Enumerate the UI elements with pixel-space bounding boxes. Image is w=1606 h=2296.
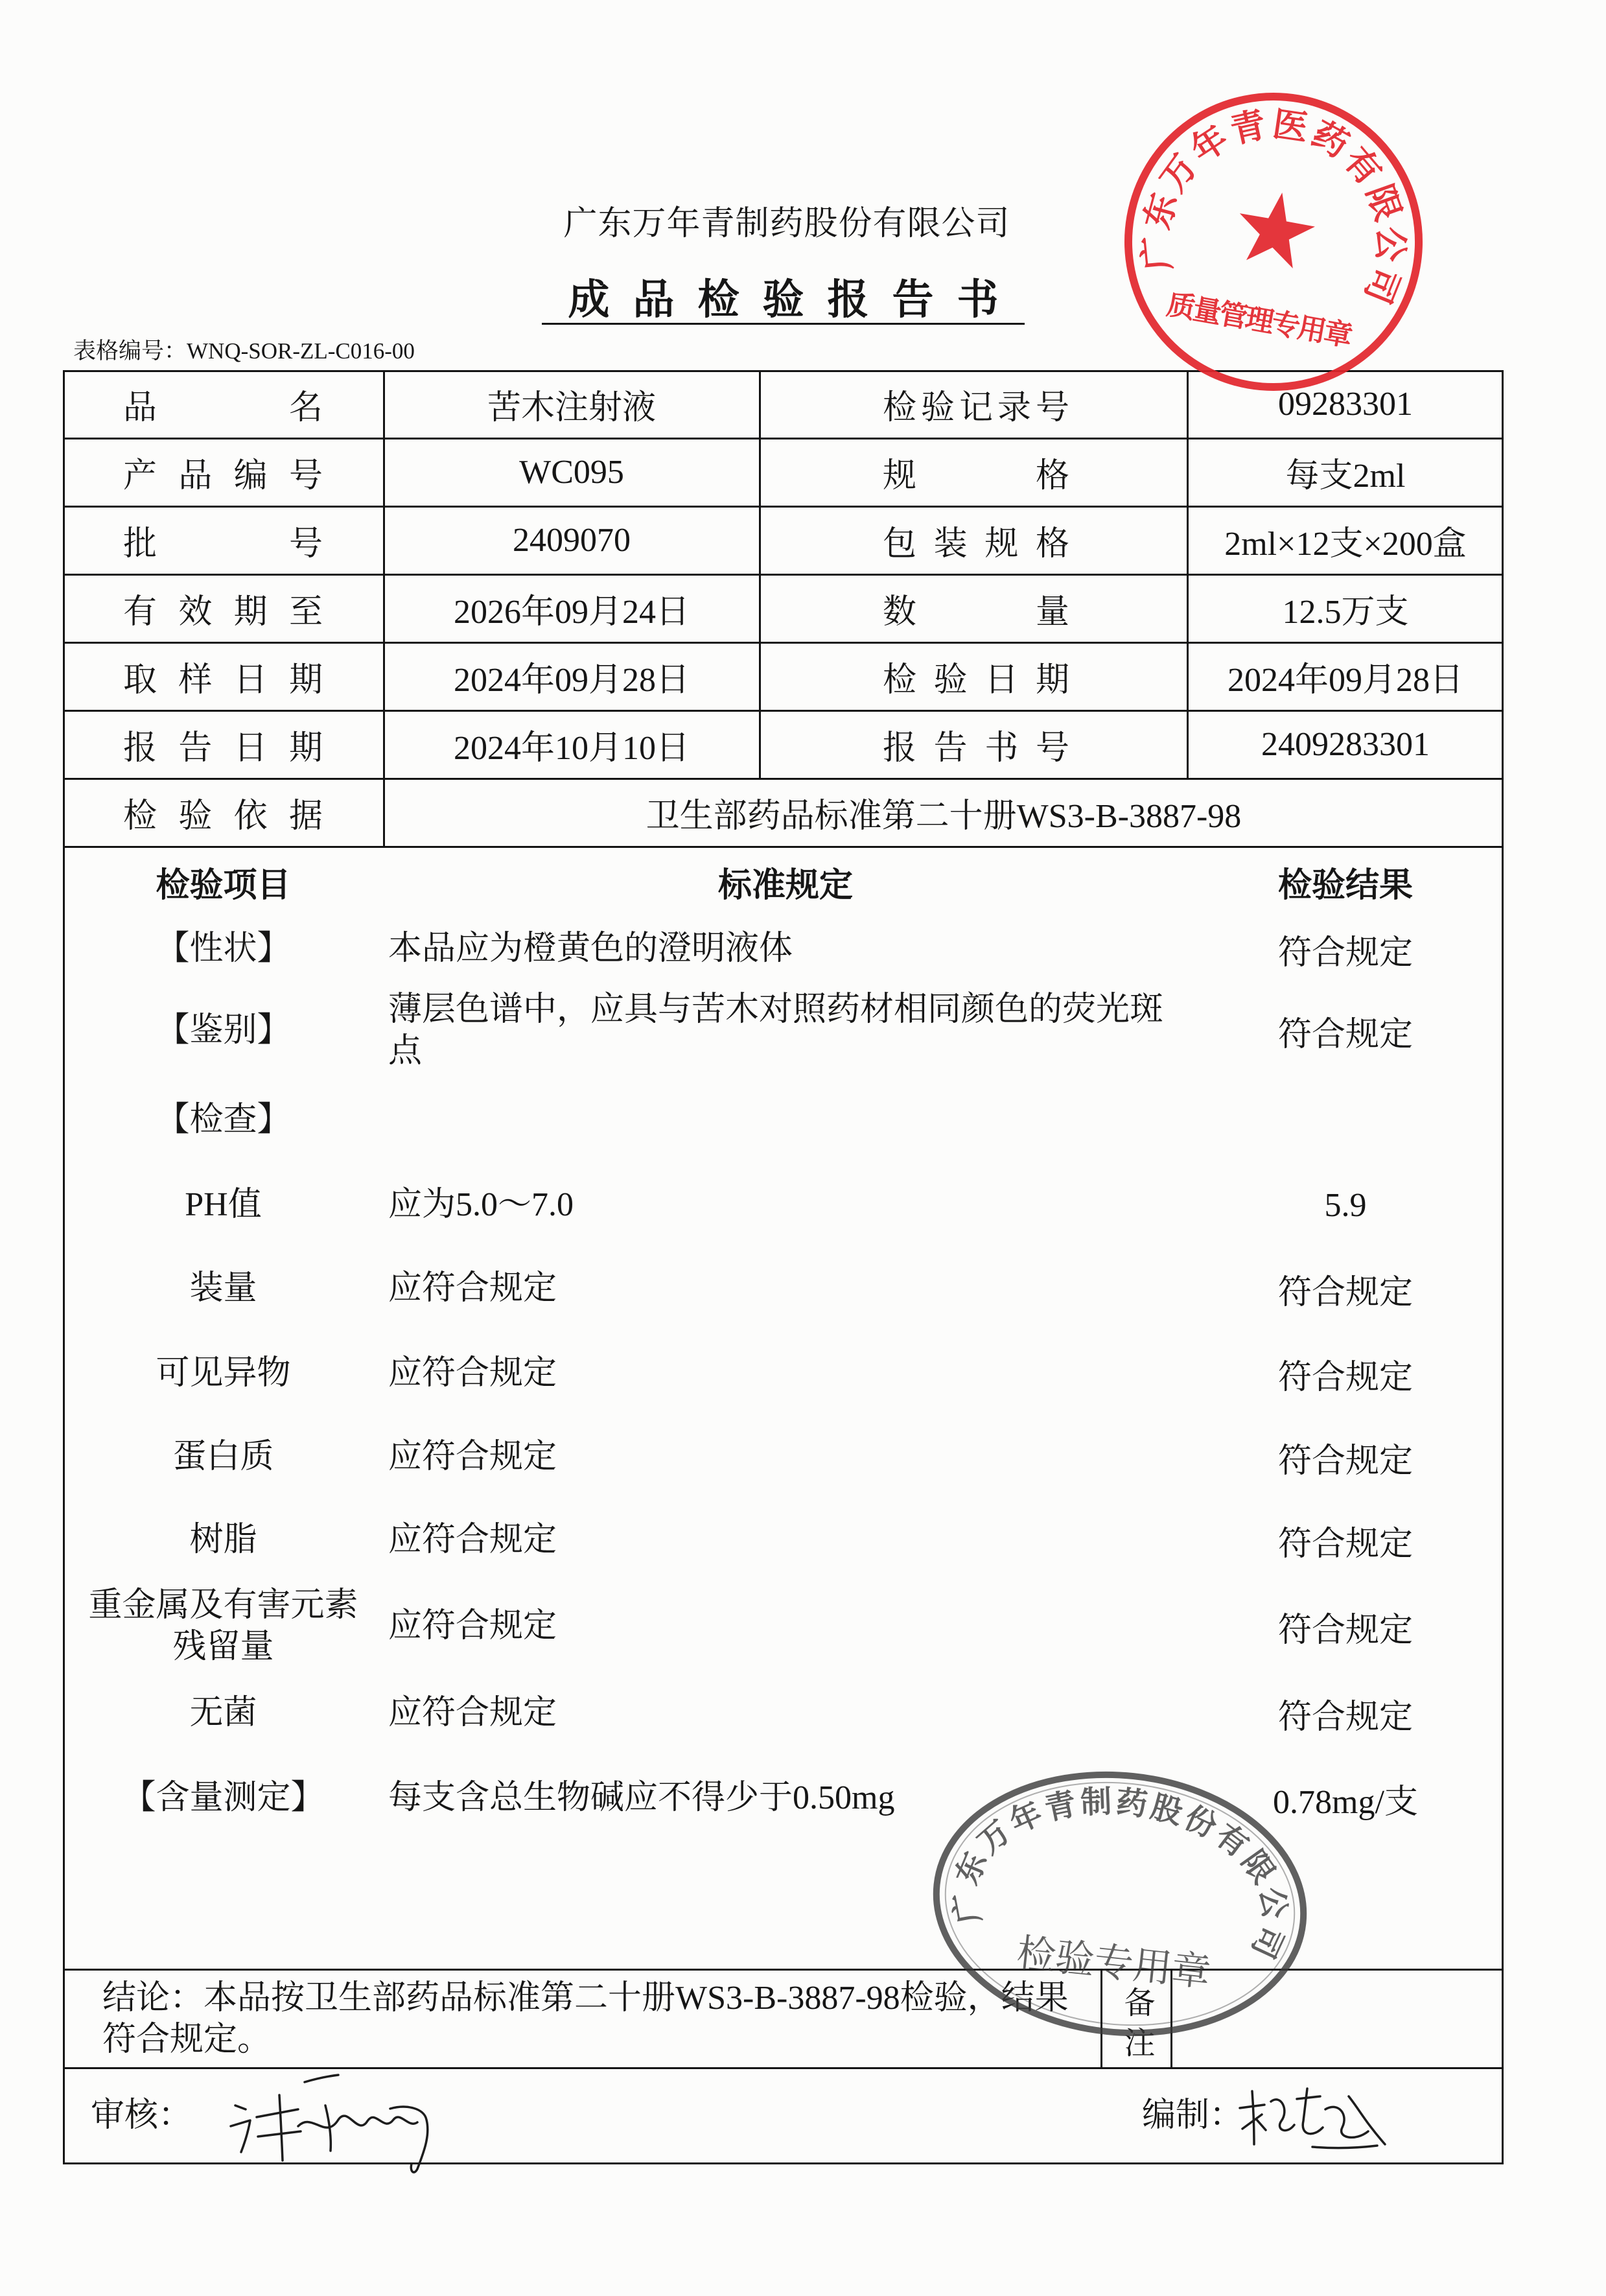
batch-number: 2409070 — [513, 522, 631, 559]
item-name-cell — [63, 985, 384, 1076]
item-name-cell — [63, 904, 384, 994]
item-name: 可见异物 — [156, 1355, 291, 1392]
inspection-row — [63, 1581, 1504, 1672]
item-name: 【鉴别】 — [156, 1012, 291, 1049]
inspection-row — [63, 1160, 1504, 1250]
standard-cell — [388, 1581, 1187, 1672]
item-name-cell — [63, 1075, 384, 1166]
standard-cell — [388, 1328, 1187, 1419]
item-name-cell — [63, 1581, 384, 1672]
item-name-cell — [63, 1328, 384, 1419]
specification: 每支2ml — [1285, 458, 1406, 495]
info-label-cell — [883, 574, 1069, 642]
info-label-cell — [123, 574, 323, 642]
item-standard: 应符合规定 — [388, 1270, 557, 1307]
item-name-cell — [63, 1668, 384, 1759]
inspection-row — [63, 1328, 1504, 1419]
seal-bottom-text: 检验专用章 — [1014, 1930, 1213, 1996]
info-label: 检验日期 — [883, 662, 1069, 699]
reviewer-signature — [228, 2073, 442, 2177]
info-label-cell — [883, 710, 1069, 779]
info-label: 品名 — [123, 390, 323, 427]
inspection-row — [63, 1495, 1504, 1586]
info-label-cell — [123, 438, 323, 506]
info-label: 规格 — [883, 458, 1069, 495]
header-item: 检验项目 — [156, 867, 291, 904]
item-result: 符合规定 — [1277, 1274, 1413, 1311]
item-result: 5.9 — [1324, 1186, 1367, 1224]
info-label: 产品编号 — [123, 458, 323, 495]
compiler-signature — [1235, 2082, 1390, 2153]
item-standard: 应符合规定 — [388, 1694, 557, 1731]
info-label-cell — [123, 370, 323, 438]
info-label-cell — [883, 370, 1069, 438]
item-result: 符合规定 — [1277, 1016, 1413, 1053]
quantity: 12.5万支 — [1282, 594, 1409, 631]
info-label-cell — [883, 642, 1069, 710]
item-name: 【含量测定】 — [122, 1779, 325, 1816]
item-standard: 应符合规定 — [388, 1521, 557, 1558]
header-standard: 标准规定 — [717, 867, 853, 904]
item-result: 0.78mg/支 — [1273, 1783, 1418, 1821]
item-name: 【性状】 — [156, 930, 291, 967]
item-name: 树脂 — [189, 1521, 257, 1558]
report-title: 成品检验报告书 — [542, 275, 1025, 325]
form-number-label: 表格编号： — [73, 338, 187, 364]
inspection-row — [63, 904, 1504, 994]
item-standard: 应符合规定 — [388, 1608, 557, 1645]
expiry-date: 2026年09月24日 — [453, 594, 690, 631]
item-name-cell — [63, 1160, 384, 1250]
standard-cell — [388, 1668, 1187, 1759]
info-label: 有效期至 — [123, 594, 323, 631]
item-name-cell — [63, 1753, 384, 1844]
inspection-basis: 卫生部药品标准第二十册WS3-B-3887-98 — [646, 798, 1242, 835]
seal-star-icon — [1232, 186, 1320, 271]
report-number: 2409283301 — [1261, 726, 1430, 763]
form-number — [73, 337, 415, 366]
item-result: 符合规定 — [1277, 1698, 1413, 1736]
compiler-label: 编制： — [1142, 2097, 1244, 2134]
info-label-cell — [123, 710, 323, 779]
item-standard: 每支含总生物碱应不得少于0.50mg — [388, 1779, 895, 1816]
seal-bottom-text: 质量管理专用章 — [1164, 288, 1355, 353]
info-label: 报告书号 — [883, 730, 1069, 767]
standard-cell — [388, 1243, 1187, 1334]
basis-label: 检验依据 — [123, 798, 323, 835]
item-standard: 本品应为橙黄色的澄明液体 — [388, 930, 793, 967]
seal-top-textpath: 广东万年青医药有限公司 — [1135, 103, 1412, 310]
report-date: 2024年10月10日 — [453, 730, 690, 767]
item-standard: 应为5.0～7.0 — [388, 1186, 574, 1223]
record-number: 09283301 — [1278, 386, 1413, 423]
info-label-cell — [123, 642, 323, 710]
quality-management-seal — [1105, 73, 1442, 410]
standard-cell — [388, 1160, 1187, 1250]
table-rule — [63, 2067, 1504, 2069]
item-name: 重金属及有害元素残留量 — [88, 1587, 358, 1665]
inspection-row — [63, 985, 1504, 1076]
inspection-row — [63, 1243, 1504, 1334]
reviewer-label: 审核： — [91, 2097, 192, 2134]
inspection-section-row — [63, 1075, 1504, 1166]
seal-top-text — [943, 1767, 1305, 1965]
standard-cell — [388, 904, 1187, 994]
item-name: PH值 — [185, 1186, 262, 1223]
inspection-seal — [913, 1748, 1327, 2059]
packaging-spec: 2ml×12支×200盒 — [1224, 526, 1467, 563]
inspection-row — [63, 1668, 1504, 1759]
remarks-label: 备注 — [1119, 1986, 1154, 2067]
product-code: WC095 — [519, 454, 624, 491]
info-label-cell — [123, 506, 323, 574]
info-label: 检验记录号 — [883, 390, 1069, 427]
item-name-cell — [63, 1495, 384, 1586]
conclusion-label: 结论： — [102, 1980, 204, 2017]
standard-cell — [388, 1495, 1187, 1586]
info-label-cell — [883, 506, 1069, 574]
header-result: 检验结果 — [1277, 867, 1413, 904]
inspection-date: 2024年09月28日 — [1227, 662, 1463, 699]
product-name: 苦木注射液 — [487, 390, 656, 427]
item-standard: 薄层色谱中，应具与苦木对照药材相同颜色的荧光斑点 — [388, 991, 1164, 1070]
form-number-value: WNQ-SOR-ZL-C016-00 — [187, 338, 415, 364]
info-label: 数量 — [883, 594, 1069, 631]
inspection-row — [63, 1412, 1504, 1503]
info-label: 报告日期 — [123, 730, 323, 767]
info-label: 批号 — [123, 526, 323, 563]
item-standard: 应符合规定 — [388, 1355, 557, 1392]
item-result: 符合规定 — [1277, 1525, 1413, 1563]
info-label-cell — [883, 438, 1069, 506]
company-name: 广东万年青制药股份有限公司 — [563, 205, 1010, 242]
item-name: 【检查】 — [156, 1101, 291, 1138]
item-result: 符合规定 — [1277, 934, 1413, 972]
item-name: 无菌 — [189, 1694, 257, 1731]
info-label: 取样日期 — [123, 662, 323, 699]
info-label: 包装规格 — [883, 526, 1069, 563]
item-result: 符合规定 — [1277, 1611, 1413, 1649]
standard-cell — [388, 985, 1187, 1076]
item-name-cell — [63, 1412, 384, 1503]
item-result: 符合规定 — [1277, 1442, 1413, 1480]
seal-top-textpath: 广东万年青制药股份有限公司 — [946, 1783, 1294, 1964]
sampling-date: 2024年09月28日 — [453, 662, 690, 699]
item-name: 装量 — [189, 1270, 257, 1307]
standard-cell — [388, 1412, 1187, 1503]
item-name: 蛋白质 — [172, 1438, 274, 1475]
item-result: 符合规定 — [1277, 1359, 1413, 1396]
item-standard: 应符合规定 — [388, 1438, 557, 1475]
item-name-cell — [63, 1243, 384, 1334]
conclusion-text: 本品按卫生部药品标准第二十册WS3-B-3887-98检验，结果符合规定。 — [102, 1980, 1069, 2058]
